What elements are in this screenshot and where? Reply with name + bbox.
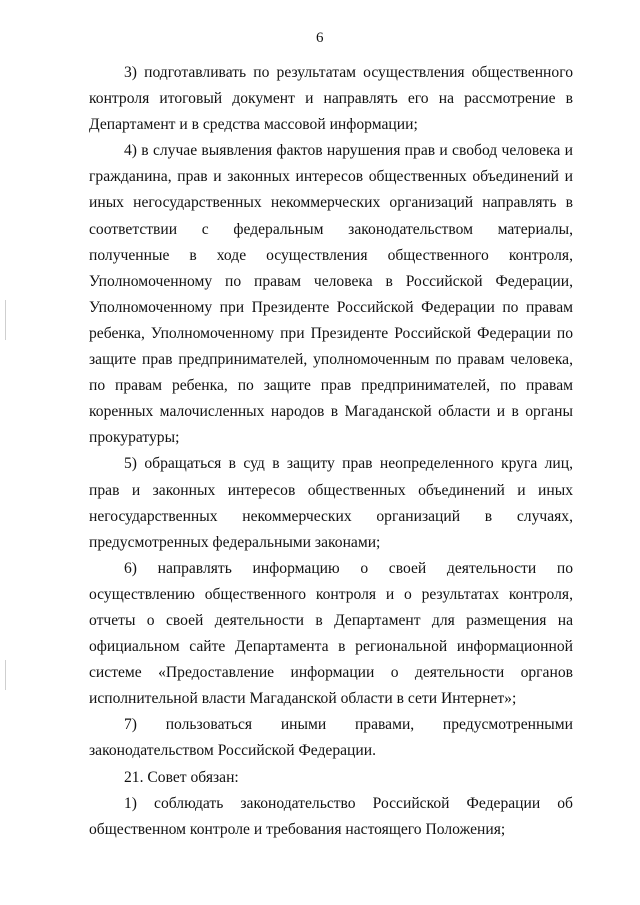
scan-edge-mark [5, 300, 6, 340]
paragraph-item-4: 4) в случае выявления фактов нарушения прав и свобод человека и гражданина, прав и законных интересов общественных объединений и иных негосударственных некоммерческих организаций направлять в соответствии с федеральным законодательством материалы, полученные в ходе осуществления общественного контроля, Уполномоченному по правам человека в Российской Федерации, Уполномоченному при Президенте Российской Федерации по правам ребенка, Уполномоченному при Президенте Российской Федерации по защите прав предпринимателей, уполномоченным по правам человека, по правам ребенка, по защите прав предпринимателей, по правам коренных малочисленных народов в Магаданской области и в органы прокуратуры; [89, 142, 573, 447]
paragraph-item-3: 3) подготавливать по результатам осуществления общественного контроля итоговый документ и направлять его на рассмотрение в Департамент и в средства массовой информации; [89, 64, 573, 134]
document-body [89, 60, 573, 843]
paragraph-item-6: 6) направлять информацию о своей деятельности по осуществлению общественного контроля и о результатах контроля, отчеты о своей деятельности в Департамент для размещения на официальном сайте Департамента в региональной информационной системе «Предоставление информации о деятельности органов исполнительной власти Магаданской области в сети Интернет»; [89, 559, 573, 708]
paragraph-item-5: 5) обращаться в суд в защиту прав неопределенного круга лиц, прав и законных интересов общественных объединений и иных негосударственных некоммерческих организаций в случаях, предусмотренных федеральными законами; [89, 455, 573, 551]
page-number: 6 [316, 30, 324, 46]
paragraph-clause-21: 21. Совет обязан: [124, 768, 239, 786]
paragraph-item-7: 7) пользоваться иными правами, предусмотренными законодательством Российской Федерации. [89, 716, 573, 760]
paragraph-clause-21-item-1: 1) соблюдать законодательство Российской Федерации об общественном контроле и требования настоящего Положения; [89, 794, 573, 838]
scan-edge-mark [5, 660, 6, 690]
